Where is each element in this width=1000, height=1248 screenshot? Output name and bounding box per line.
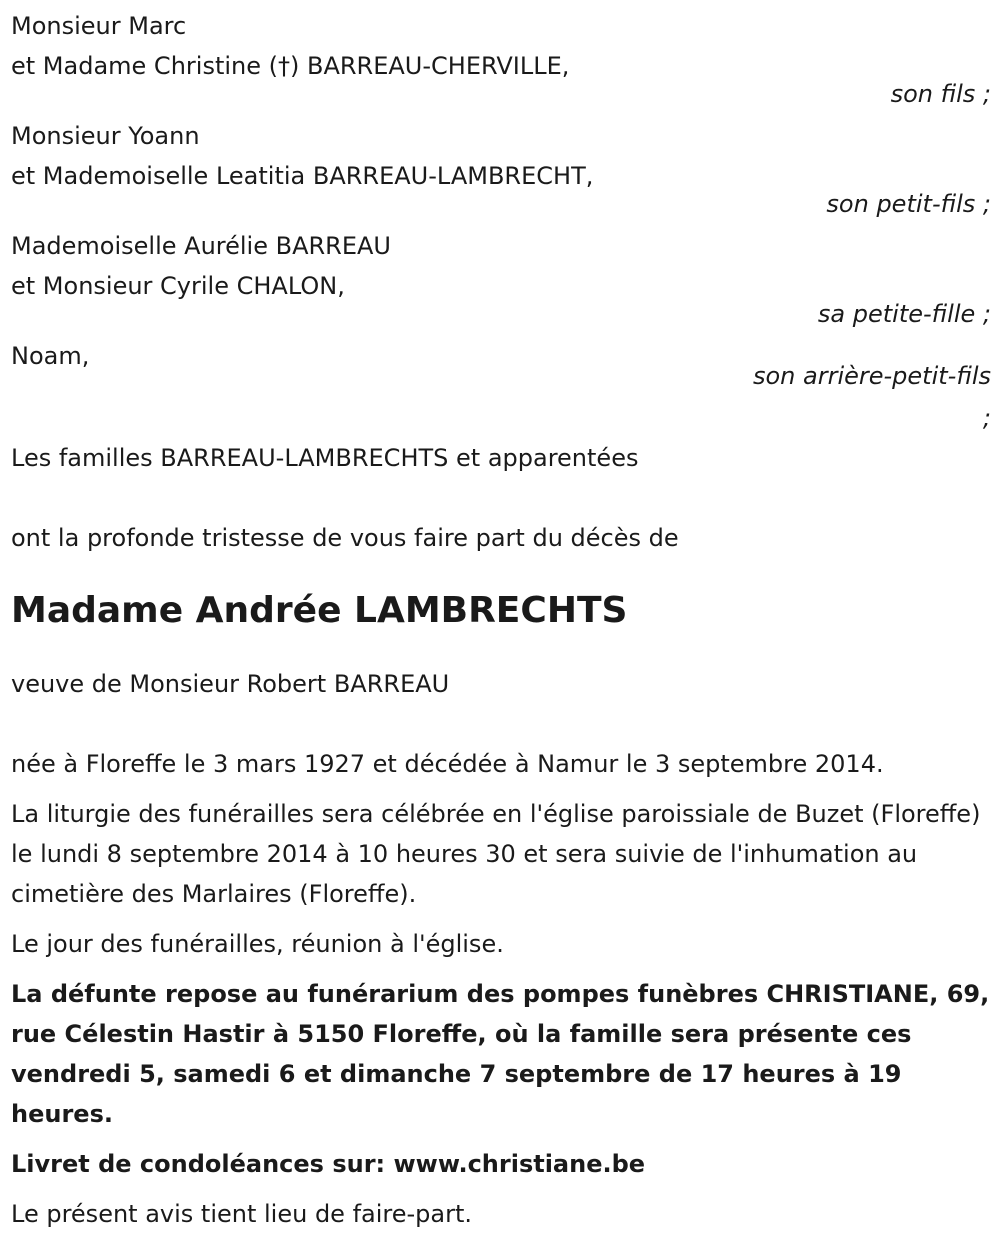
deceased-name: Madame Andrée LAMBRECHTS [11,590,628,631]
mourner-line: Mademoiselle Aurélie BARREAU [11,232,391,260]
mourner-group-1 [11,6,991,110]
liturgy-paragraph: La liturgie des funérailles sera célébrée en l'église paroissiale de Buzet (Floreffe) le lundi 8 septembre 2014 à 10 heures 30 et sera suivie de l'inhumation au cimetière des Marlaires (Floreffe). [11,800,981,908]
notice-line: Le présent avis tient lieu de faire-part. [11,1200,473,1228]
relation-label-continuation: ; [982,404,991,432]
mourner-line: Noam, [11,342,90,370]
families-line: Les familles BARREAU-LAMBRECHTS et apparentées [11,444,639,472]
relation-label: sa petite-fille ; [817,300,991,328]
birth-death-line: née à Floreffe le 3 mars 1927 et décédée à Namur le 3 septembre 2014. [11,750,884,778]
mourner-line: Monsieur Marc [11,12,187,40]
mourner-line: et Madame Christine (†) BARREAU-CHERVILLE, [11,52,570,80]
relation-label: son arrière-petit-fils [752,362,991,390]
mourner-group-4 [11,336,991,434]
funerarium-paragraph: La défunte repose au funérarium des pompes funèbres CHRISTIANE, 69, rue Célestin Hastir à 5150 Floreffe, où la famille sera présente ces vendredi 5, samedi 6 et dimanche 7 septembre de 17 heures à 19 heures. [11,980,990,1128]
mourner-line: et Monsieur Cyrile CHALON, [11,272,345,300]
condolences-line: Livret de condoléances sur: www.christiane.be [11,1150,646,1178]
mourner-group-3 [11,226,991,330]
obituary-notice [11,6,991,1234]
relation-label: son petit-fils ; [826,190,991,218]
mourner-line: Monsieur Yoann [11,122,200,150]
announcement-line: ont la profonde tristesse de vous faire part du décès de [11,524,679,552]
mourner-group-2 [11,116,991,220]
widow-of-line: veuve de Monsieur Robert BARREAU [11,670,450,698]
relation-label: son fils ; [890,80,991,108]
reunion-line: Le jour des funérailles, réunion à l'église. [11,930,504,958]
mourner-line: et Mademoiselle Leatitia BARREAU-LAMBRECHT, [11,162,594,190]
